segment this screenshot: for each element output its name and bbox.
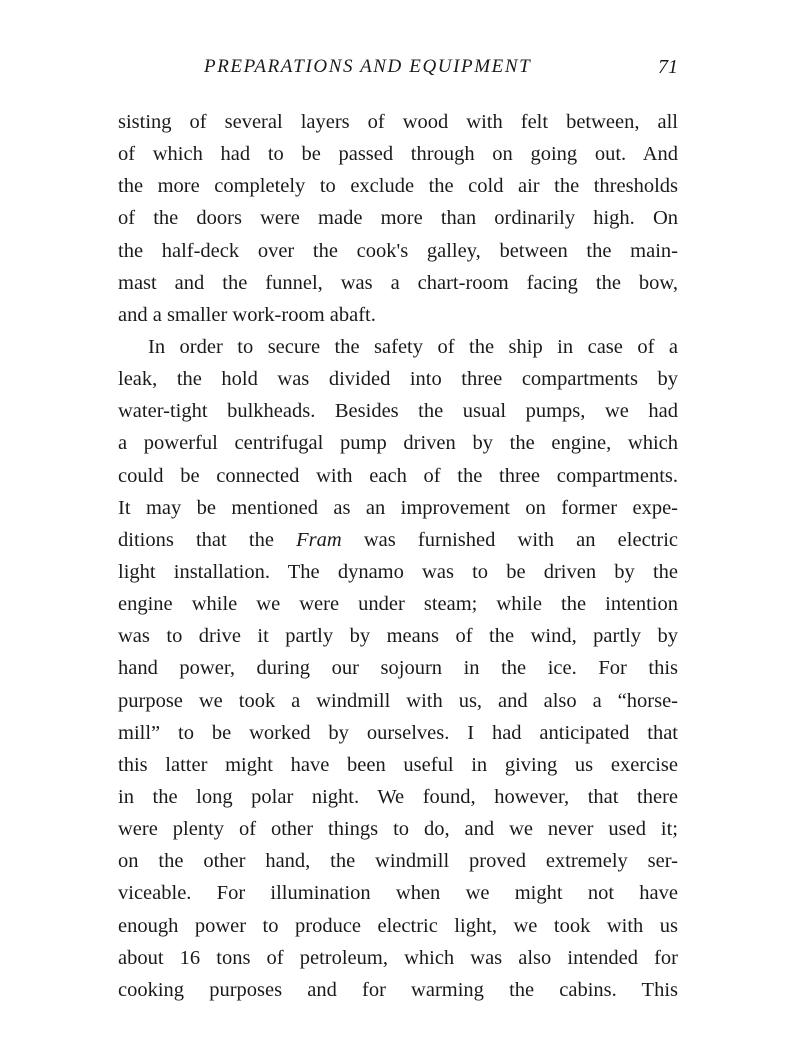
- text-line: hand power, during our sojourn in the ice. For this: [118, 657, 678, 680]
- ship-name: Fram: [296, 528, 342, 551]
- text-line: cooking purposes and for warming the cabins. This: [118, 978, 678, 1001]
- paragraph-1: [118, 106, 678, 331]
- text-line: of the doors were made more than ordinarily high. On: [118, 207, 678, 230]
- paragraph-2: [118, 331, 678, 1006]
- text-line: light installation. The dynamo was to be driven by the: [118, 560, 678, 583]
- text-line: sisting of several layers of wood with felt between, all: [118, 111, 678, 133]
- text-line: enough power to produce electric light, we took with us: [118, 914, 678, 937]
- text-line: It may be mentioned as an improvement on former expe-: [118, 496, 678, 519]
- running-title: PREPARATIONS AND EQUIPMENT: [204, 56, 532, 77]
- text-line: were plenty of other things to do, and we never used it;: [118, 818, 678, 841]
- text-line: this latter might have been useful in giving us exercise: [118, 753, 678, 776]
- text-line-with-ship-name: [118, 524, 678, 556]
- text-line: mill” to be worked by ourselves. I had anticipated that: [118, 721, 678, 744]
- text-line: about 16 tons of petroleum, which was also intended for: [118, 946, 678, 969]
- text-line: engine while we were under steam; while the intention: [118, 593, 678, 616]
- running-head: [118, 56, 678, 84]
- page-number: 71: [658, 56, 678, 78]
- text-line: could be connected with each of the three compartments.: [118, 464, 678, 487]
- text-line: In order to secure the safety of the ship in case of a: [148, 335, 678, 358]
- text-fragment: ditions that the: [118, 528, 297, 551]
- text-line: on the other hand, the windmill proved extremely ser-: [118, 850, 678, 873]
- text-line: leak, the hold was divided into three compartments by: [118, 368, 678, 391]
- text-line: mast and the funnel, was a chart-room facing the bow,: [118, 271, 678, 294]
- text-line: of which had to be passed through on going out. And: [118, 143, 678, 166]
- text-line: purpose we took a windmill with us, and also a “horse-: [118, 689, 678, 712]
- body-text: [118, 106, 678, 1006]
- text-line: in the long polar night. We found, however, that there: [118, 785, 678, 808]
- text-line: the more completely to exclude the cold air the thresholds: [118, 175, 678, 198]
- text-line: and a smaller work-room abaft.: [118, 303, 376, 326]
- text-line: viceable. For illumination when we might not have: [118, 882, 678, 905]
- text-line: the half-deck over the cook's galley, between the main-: [118, 239, 678, 262]
- text-line: water-tight bulkheads. Besides the usual pumps, we had: [118, 400, 678, 423]
- text-line: was to drive it partly by means of the wind, partly by: [118, 625, 678, 648]
- text-fragment: was furnished with an electric: [341, 528, 678, 551]
- text-line: a powerful centrifugal pump driven by the engine, which: [118, 432, 678, 455]
